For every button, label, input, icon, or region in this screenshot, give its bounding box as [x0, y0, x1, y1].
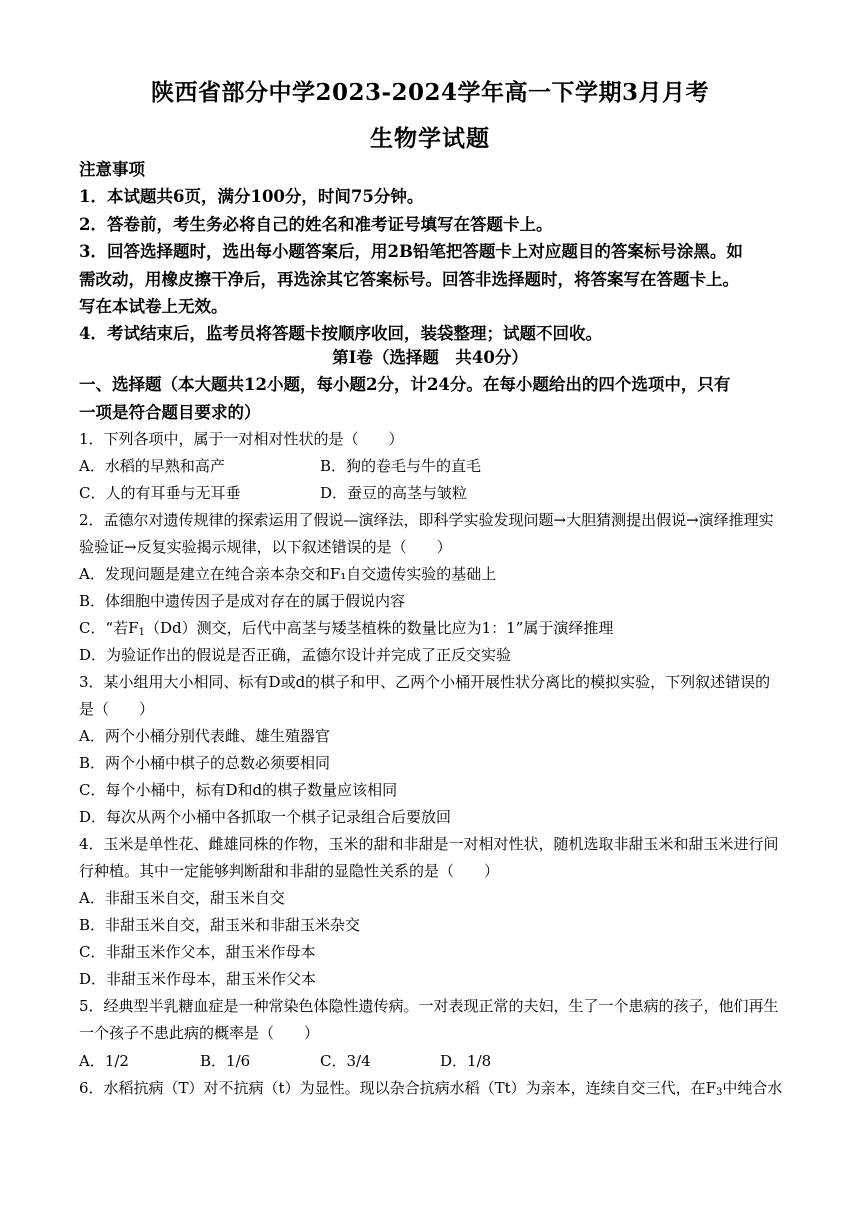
notice-item-3-line-2: 需改动，用橡皮擦干净后，再选涂其它答案标号。回答非选择题时，将答案写在答题卡上。: [79, 270, 739, 289]
question-6-stem-pre: 6．水稻抗病（T）对不抗病（t）为显性。现以杂合抗病水稻（Tt）为亲本，连续自交三代，在F: [79, 1079, 717, 1097]
question-1-option-d: D．蚕豆的高茎与皱粒: [320, 484, 468, 502]
question-4-option-a: A．非甜玉米自交，甜玉米自交: [79, 889, 285, 907]
question-4-option-c: C．非甜玉米作父本，甜玉米作母本: [79, 943, 316, 961]
question-2-option-b: B．体细胞中遗传因子是成对存在的属于假说内容: [79, 592, 406, 610]
question-1-option-b: B．狗的卷毛与牛的直毛: [320, 457, 482, 475]
question-4-stem-line-2: 行种植。其中一定能够判断甜和非甜的显隐性关系的是（ ）: [79, 862, 500, 880]
question-5-stem-line-2: 一个孩子不患此病的概率是（ ）: [79, 1024, 320, 1042]
question-2-option-c: [79, 618, 799, 638]
question-2-option-c-pre: C．“若F: [79, 619, 139, 637]
notice-item-3-line-1: 3．回答选择题时，选出每小题答案后，用2B铅笔把答题卡上对应题目的答案标号涂黑。如: [79, 242, 743, 261]
question-6-stem-sub: 3: [716, 1087, 723, 1098]
question-3-stem-line-1: 3．某小组用大小相同、标有D或d的棋子和甲、乙两个小桶开展性状分离比的模拟实验，下列叙述错误的: [79, 673, 771, 691]
exam-subtitle: 生物学试题: [370, 125, 490, 152]
question-3-option-c: C．每个小桶中，标有D和d的棋子数量应该相同: [79, 781, 398, 799]
question-2-option-c-sub: 1: [138, 627, 145, 638]
question-3-option-b: B．两个小桶中棋子的总数必须要相同: [79, 754, 331, 772]
question-4-option-b: B．非甜玉米自交，甜玉米和非甜玉米杂交: [79, 916, 361, 934]
exam-title: 陕西省部分中学2023-2024学年高一下学期3月月考: [150, 79, 710, 106]
question-5-option-a: A．1/2: [79, 1052, 129, 1070]
notice-item-1: 1．本试题共6页，满分100分，时间75分钟。: [79, 187, 424, 206]
question-5-option-c: C．3/4: [320, 1052, 371, 1070]
question-5-option-b: B．1/6: [200, 1052, 251, 1070]
question-6-stem-line-1: [79, 1078, 799, 1098]
question-2-option-a: A．发现问题是建立在纯合亲本杂交和F₁自交遗传实验的基础上: [79, 565, 497, 583]
question-3-option-a: A．两个小桶分别代表雌、雄生殖器官: [79, 727, 330, 745]
notice-item-4: 4．考试结束后，监考员将答题卡按顺序收回，装袋整理；试题不回收。: [79, 324, 602, 343]
question-2-stem-line-1: 2．孟德尔对遗传规律的探索运用了假说—演绎法，即科学实验发现问题→大胆猜测提出假说→演绎推理实: [79, 511, 774, 529]
question-2-stem-line-2: 验验证→反复实验揭示规律，以下叙述错误的是（ ）: [79, 538, 452, 556]
question-5-stem-line-1: 5．经典型半乳糖血症是一种常染色体隐性遗传病。一对表现正常的夫妇，生了一个患病的孩子，他们再生: [79, 997, 779, 1015]
question-1-option-c: C．人的有耳垂与无耳垂: [79, 484, 241, 502]
question-2-option-c-post: （Dd）测交，后代中高茎与矮茎植株的数量比应为1：1”属于演绎推理: [144, 619, 614, 637]
notice-item-3-line-3: 写在本试卷上无效。: [79, 297, 228, 316]
question-1-option-a: A．水稻的早熟和高产: [79, 457, 225, 475]
question-2-option-d: D．为验证作出的假说是否正确，孟德尔设计并完成了正反交实验: [79, 646, 512, 664]
question-3-stem-line-2: 是（ ）: [79, 700, 155, 718]
question-5-option-d: D．1/8: [440, 1052, 492, 1070]
notice-heading: 注意事项: [79, 160, 145, 179]
question-1-stem: 1．下列各项中，属于一对相对性状的是（ ）: [79, 430, 404, 448]
section-instruction-line-2: 一项是符合题目要求的）: [79, 403, 261, 422]
question-3-option-d: D．每次从两个小桶中各抓取一个棋子记录组合后要放回: [79, 808, 452, 826]
question-4-option-d: D．非甜玉米作母本，甜玉米作父本: [79, 970, 317, 988]
question-4-stem-line-1: 4．玉米是单性花、雌雄同株的作物，玉米的甜和非甜是一对相对性状，随机选取非甜玉米和甜玉米进行间: [79, 835, 779, 853]
notice-item-2: 2．答卷前，考生务必将自己的姓名和准考证号填写在答题卡上。: [79, 215, 553, 234]
part-heading: 第Ⅰ卷（选择题 共40分）: [332, 348, 528, 367]
question-6-stem-post: 中纯合水: [722, 1079, 783, 1097]
section-instruction-line-1: 一、选择题（本大题共12小题，每小题2分，计24分。在每小题给出的四个选项中，只有: [79, 375, 731, 394]
